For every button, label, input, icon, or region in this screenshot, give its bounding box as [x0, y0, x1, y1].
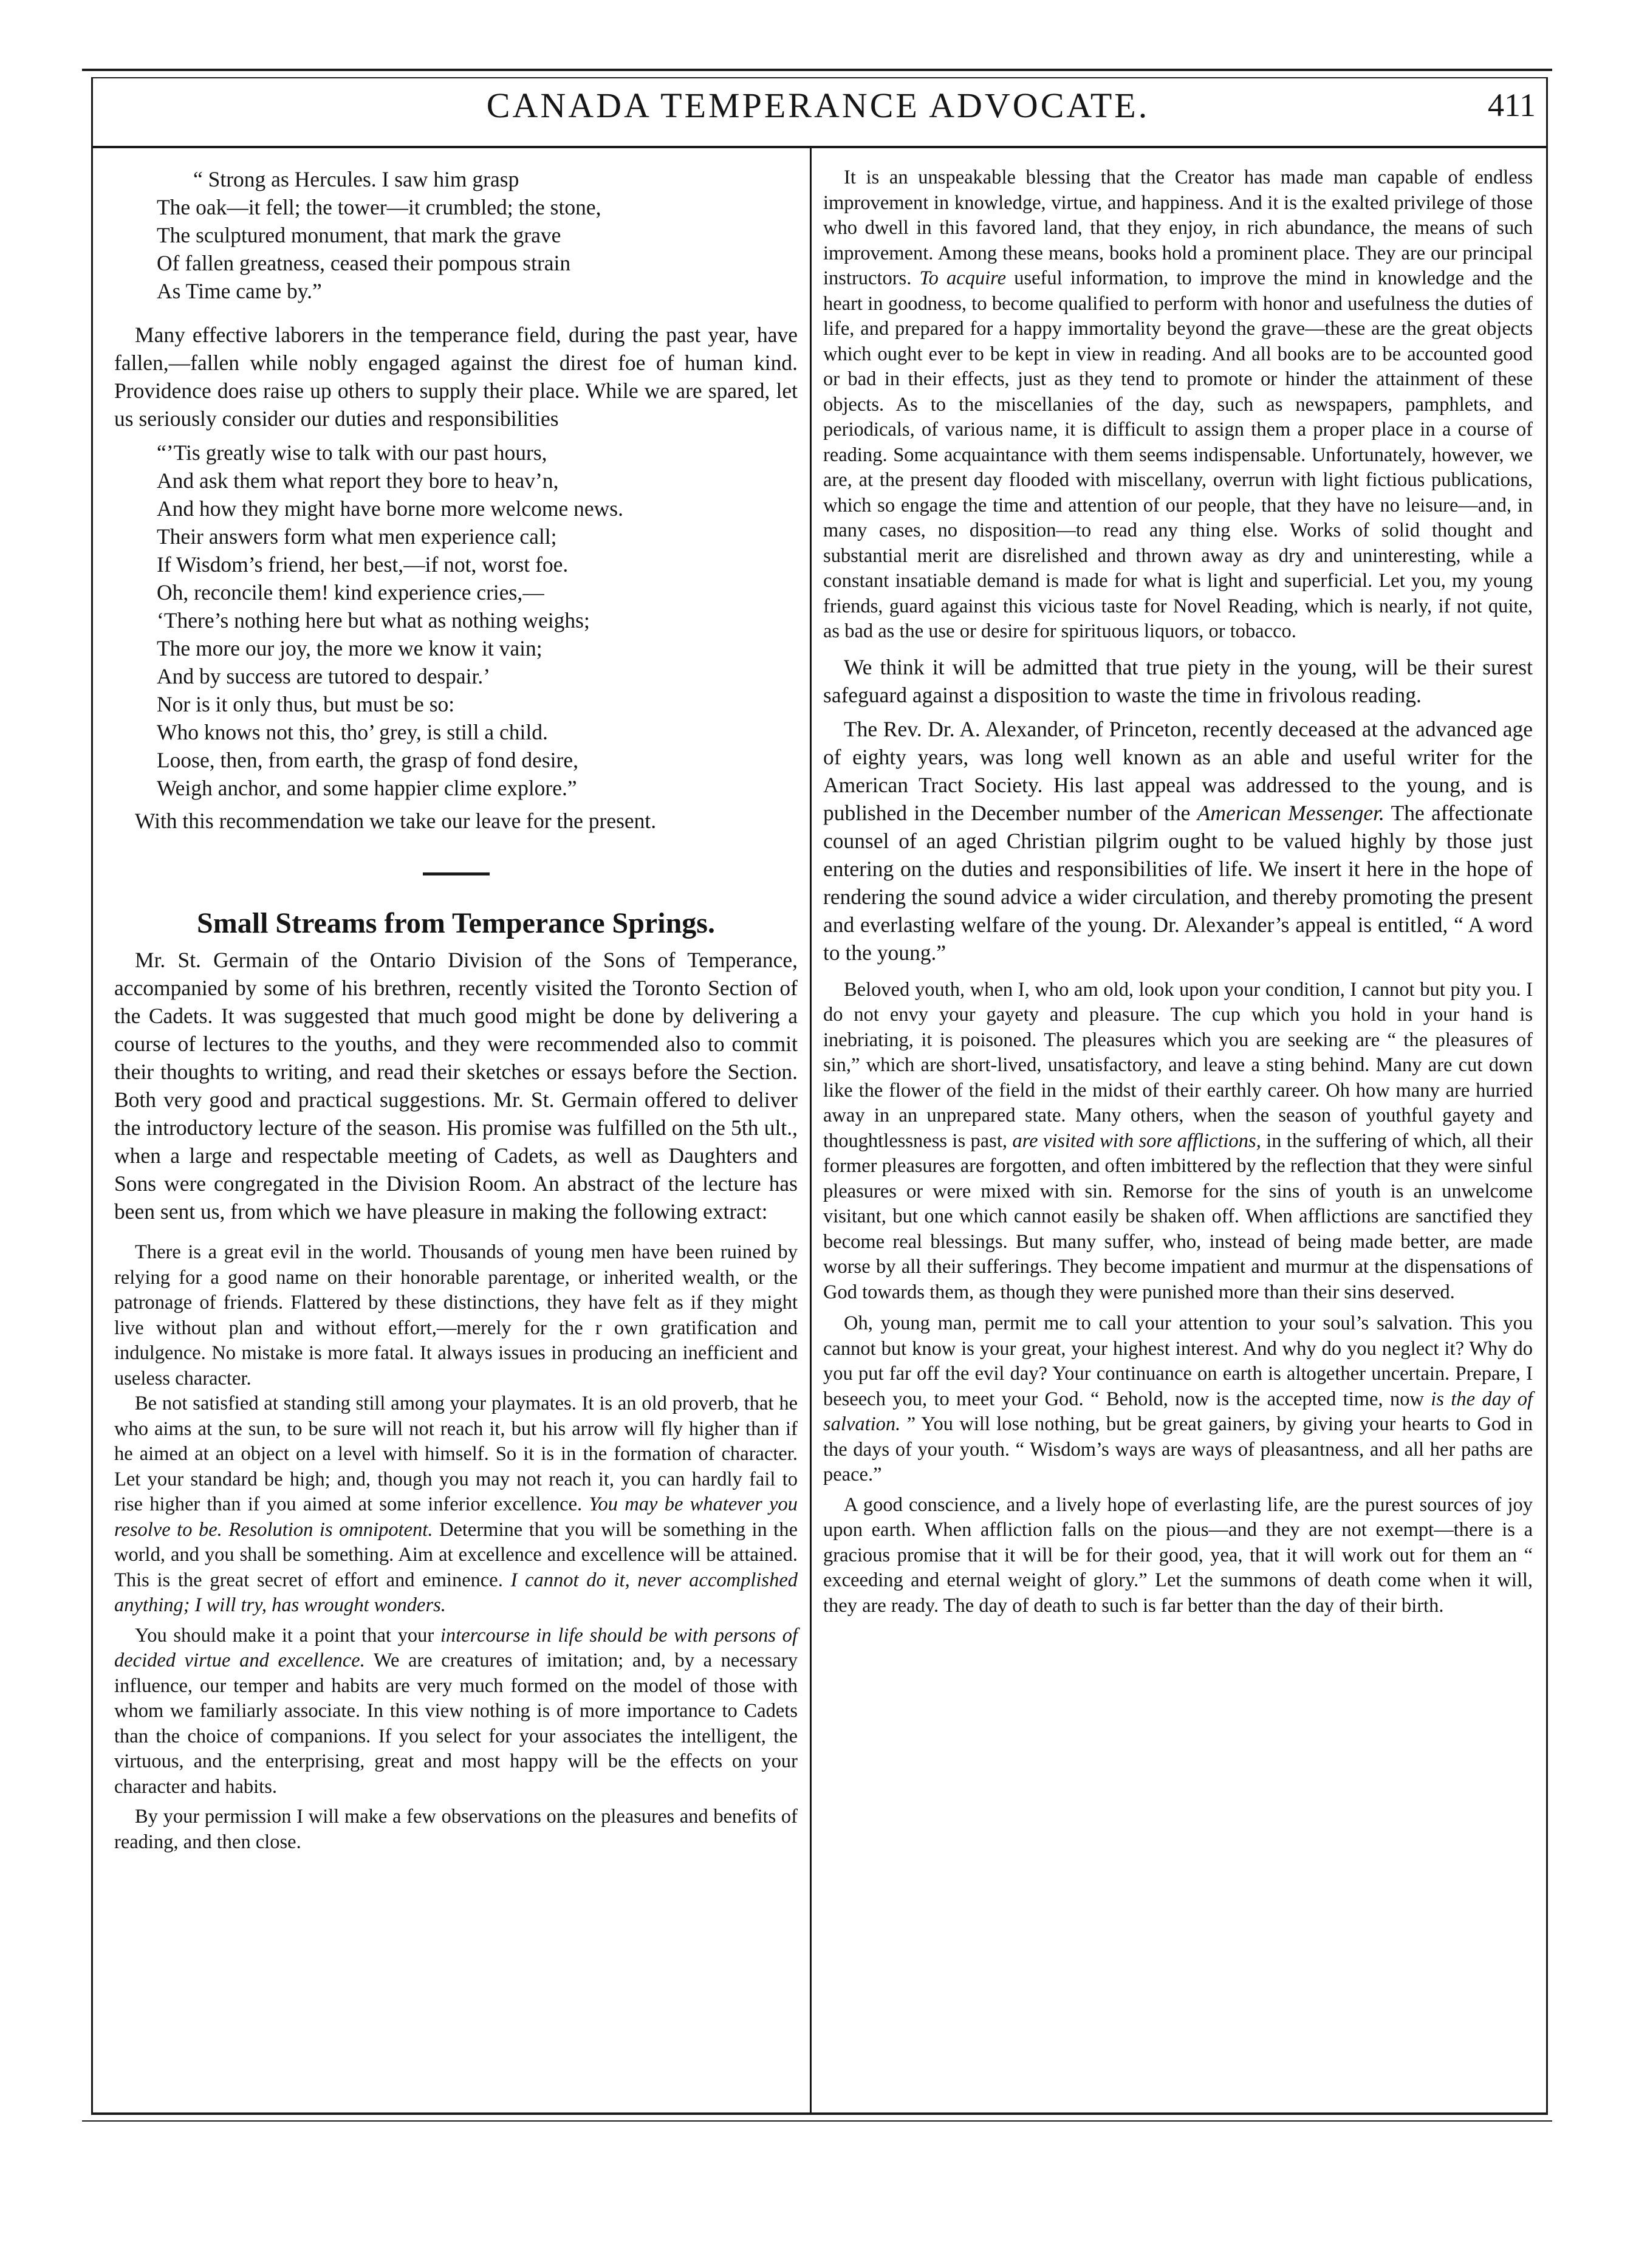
- poem-line: The oak—it fell; the tower—it crumbled; the stone,: [157, 195, 601, 219]
- italic-text-run: I cannot do it, never accomplished anything; I will try, has wrought wonders.: [114, 1569, 798, 1616]
- poem-line: Oh, reconcile them! kind experience cries,—: [157, 580, 544, 605]
- poem-line: Weigh anchor, and some happier clime explore.”: [157, 776, 577, 800]
- bottom-border-rule: [91, 2112, 1548, 2115]
- poem-line: And by success are tutored to despair.’: [157, 664, 491, 688]
- paragraph-companions: [114, 1623, 798, 1800]
- section-divider: [423, 872, 490, 875]
- paragraph-beloved-youth: [823, 978, 1533, 1306]
- paragraph-st-germain: Mr. St. Germain of the Ontario Division of the Sons of Temperance, accompanied by some of his brethren, recently visited the Toronto Section of the Cadets. It was suggested that much good might be done by delivering a course of lectures to the youths, and they were recommended also to commit their thoughts to writing, and read their sketches or essays before the Section. Both very good and practical suggestions. Mr. St. Germain offered to deliver the introductory lecture of the season. His promise was fulfilled on the 5th ult., when a large and respectable meeting of Cadets, as well as Daughters and Sons were congregated in the Division Room. An abstract of the lecture has been sent us, from which we have pleasure in making the following extract:: [114, 948, 798, 1224]
- poem-line: As Time came by.”: [157, 279, 322, 303]
- text-run: You should make it a point that your: [135, 1624, 434, 1646]
- text-run: useful information, to improve the mind in knowledge and the heart in goodness, to become qualified to perform with honor and usefulness the duties of life, and prepared for a happy immortality beyond the grave—these are the great objects which ought ever to be kept in view in reading. And all books are to be accounted good or bad in their effects, just as they tend to promote or hinder the attainment of these objects. As to the miscellanies of the day, such as newspapers, pamphlets, and periodicals, of various name, it is difficult to assign them a proper place in a course of reading. Some acquaintance with them seems indispensable. Unfortunately, however, we are, at the present day flooded with miscellany, overrun with light fictious publications, which so engage the time and attention of our people, that they have no leisure—and, in many cases, no disposition—to read any thing else. Works of solid thought and substantial merit are disrelished and thrown away as dry and uninteresting, while a constant insatiable demand is made for what is light and superficial. Let you, my young friends, guard against this vicious taste for Novel Reading, which is nearly, if not quite, as bad as the use or desire for spirituous liquors, or tobacco.: [823, 267, 1533, 642]
- poem-line: “’Tis greatly wise to talk with our past hours,: [157, 440, 547, 465]
- italic-text-run: American Messenger.: [1197, 800, 1384, 825]
- paragraph-reading-blessing: [823, 165, 1533, 645]
- poem-line: Loose, then, from earth, the grasp of fond desire,: [157, 748, 579, 772]
- text-run: Beloved youth, when I, who am old, look upon your condition, I cannot but pity you. I do not envy your gayety and pleasure. The cup which you hold in your hand is inebriating, it is poisoned. The pleasures which you are seeking are “ the pleasures of sin,” which are short-lived, unsatisfactory, and leave a sting behind. Many are cut down like the flower of the field in the midst of their earthly career. Oh how many are hurried away in an unprepared state. Many others, when the season of youthful gayety and thoughtlessness is past,: [823, 978, 1533, 1152]
- poem-line: Nor is it only thus, but must be so:: [157, 692, 455, 716]
- word-to-the-young: [823, 978, 1533, 1619]
- reading-extract: [823, 165, 1533, 645]
- poem-past-hours: [114, 439, 798, 802]
- paragraph-alexander: [823, 715, 1533, 967]
- poem-line: “ Strong as Hercules. I saw him grasp: [193, 167, 519, 191]
- text-run: It is an unspeakable blessing that the Creator has made man capable of endless improvement in knowledge, virtue, and happiness. And it is the exalted privilege of those who dwell in this favored land, that they enjoy, in rich abundance, the means of such improvement. Among these means, books hold a prominent place. They are our principal instructors.: [823, 166, 1533, 289]
- top-border-rule: [82, 69, 1552, 71]
- lecture-extract: [114, 1240, 798, 1855]
- text-run: We are creatures of imitation; and, by a necessary influence, our temper and habits are very much formed on the model of those with whom we familiarly associate. In this view nothing is of more importance to Cadets than the choice of companions. If you select for your associates the intelligent, the virtuous, and the enterprising, great and most happy will be the effects on your character and habits.: [114, 1650, 798, 1798]
- text-run: Determine that you will be something in the world, and you shall be something. Aim at excellence and excellence will be attained. This is the great secret of effort and eminence.: [114, 1518, 798, 1591]
- poem-line: And how they might have borne more welcome news.: [157, 496, 623, 521]
- text-run: Oh, young man, permit me to call your attention to your soul’s salvation. This you cannot but know is your great, your highest interest. And why do you neglect it? Why do you put far off the evil day? Your continuance on earth is altogether uncertain. Prepare, I beseech you, to meet your God. “ Behold, now is the accepted time, now: [823, 1312, 1533, 1410]
- poem-hercules: [114, 165, 798, 305]
- header-title: CANADA TEMPERANCE ADVOCATE.: [486, 86, 1150, 125]
- poem-line: If Wisdom’s friend, her best,—if not, worst foe.: [157, 552, 569, 577]
- italic-text-run: You may be whatever you resolve to be. Resolution is omnipotent.: [114, 1493, 798, 1541]
- text-run: The Rev. Dr. A. Alexander, of Princeton, recently deceased at the advanced age of eighty years, was long well known as an able and useful writer for the American Tract Society. His last appeal was addressed to the young, and is published in the December number of the: [823, 716, 1533, 825]
- paragraph-permission: By your permission I will make a few observations on the pleasures and benefits of reading, and then close.: [114, 1806, 798, 1853]
- right-border-rule: [1546, 77, 1548, 2112]
- poem-line: Of fallen greatness, ceased their pompous strain: [157, 251, 571, 275]
- italic-text-run: are visited with sore afflictions,: [1012, 1129, 1261, 1152]
- italic-text-run: intercourse in life should be with persons of decided virtue and excellence.: [114, 1624, 798, 1671]
- poem-line: Their answers form what men experience call;: [157, 524, 557, 549]
- paragraph-good-conscience: A good conscience, and a lively hope of everlasting life, are the purest sources of joy upon earth. When affliction falls on the pious—and they are not exempt—there is a gracious promise that it will be for their good, yea, that it will work out for them an “ exceeding and eternal weight of glory.” Let the summons of death come when it will, they are ready. The day of death to such is far better than the day of their birth.: [823, 1493, 1533, 1617]
- paragraph-young-man: [823, 1311, 1533, 1488]
- poem-line: Who knows not this, tho’ grey, is still a child.: [157, 720, 548, 744]
- left-column: [114, 165, 798, 1855]
- paragraph-laborers: Many effective laborers in the temperance field, during the past year, have fallen,—fallen while nobly engaged against the direst foe of human kind. Providence does raise up others to supply their place. While we are spared, let us seriously consider our duties and responsibilities: [114, 323, 798, 431]
- paragraph-great-evil: There is a great evil in the world. Thousands of young men have been ruined by relying for a good name on their honorable parentage, or inherited wealth, or the patronage of friends. Flattered by these distinctions, they have felt as if they might live without plan and without effort,—merely for the r own gratification and indulgence. No mistake is more fatal. It always issues in producing an inefficient and useless character.: [114, 1241, 798, 1389]
- italic-text-run: To acquire: [919, 267, 1007, 289]
- text-run: Be not satisfied at standing still among your playmates. It is an old proverb, that he who aims at the sun, to be sure will not reach it, but his arrow will fly higher than if he aimed at an object on a level with himself. So it is in the formation of character. Let your standard be high; and, though you may not reach it, you can hardly fail to rise higher than if you aimed at some inferior excellence.: [114, 1393, 798, 1515]
- header-underline-rule: [91, 146, 1546, 148]
- right-column: [823, 165, 1533, 1619]
- paragraph-leave: With this recommendation we take our leave for the present.: [135, 809, 657, 833]
- paragraph-true-piety: We think it will be admitted that true piety in the young, will be their surest safeguard against a disposition to waste the time in frivolous reading.: [823, 654, 1533, 707]
- paragraph-playmates: [114, 1391, 798, 1619]
- top-border-rule-inner: [91, 77, 1546, 78]
- poem-line: ‘There’s nothing here but what as nothing weighs;: [157, 608, 590, 632]
- column-divider-rule: [810, 148, 812, 2112]
- poem-line: And ask them what report they bore to heav’n,: [157, 468, 559, 493]
- poem-line: The sculptured monument, that mark the grave: [157, 223, 561, 247]
- text-run: in the suffering of which, all their former pleasures are forgotten, and often imbittered by the reflection that they were sinful pleasures or were mixed with sin. Remorse for the sins of youth is an unwelcome visitant, but one which cannot easily be shaken off. When afflictions are sanctified they become real blessings. But many suffer, who, instead of being made better, are made worse by all their sufferings. They become impatient and murmur at the dispensations of God towards them, as though they were punished more than their sins deserved.: [823, 1129, 1533, 1303]
- left-border-rule: [91, 77, 93, 2112]
- bottom-border-rule-outer: [82, 2120, 1552, 2122]
- poem-line: The more our joy, the more we know it vain;: [157, 636, 542, 660]
- section-title: Small Streams from Temperance Springs.: [197, 907, 715, 939]
- italic-text-run: is the day of salvation.: [823, 1388, 1533, 1435]
- text-run: ” You will lose nothing, but be great gainers, by giving your hearts to God in the days of your youth. “ Wisdom’s ways are ways of pleasantness, and all her paths are peace.”: [823, 1413, 1533, 1485]
- page-number: 411: [1488, 87, 1536, 123]
- text-run: The affectionate counsel of an aged Christian pilgrim ought to be valued highly by those just entering on the duties and responsibilities of life. We insert it here in the hope of rendering the sound advice a wider circulation, and thereby promoting the present and everlasting welfare of the young. Dr. Alexander’s appeal is entitled, “ A word to the young.”: [823, 800, 1533, 965]
